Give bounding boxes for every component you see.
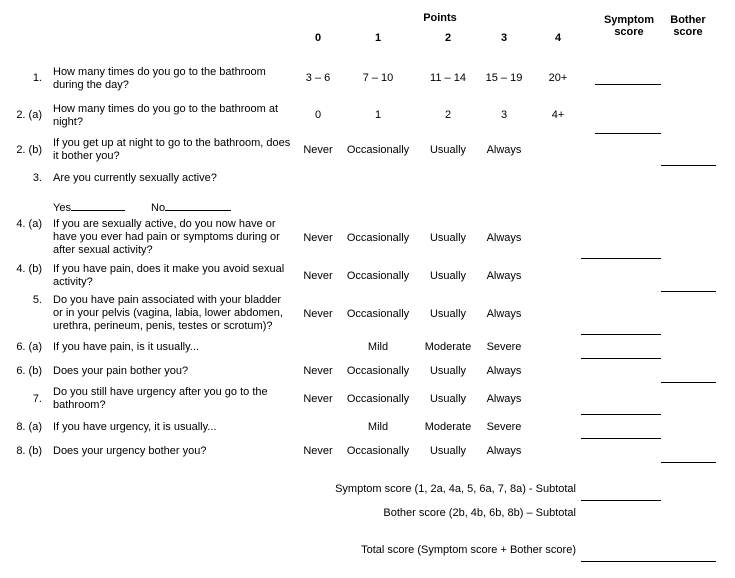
option-2[interactable]: Usually	[429, 232, 467, 244]
option-2[interactable]: 11 – 14	[430, 72, 466, 84]
option-3[interactable]: Always	[486, 365, 522, 377]
question-text: If you have urgency, it is usually...	[53, 421, 217, 433]
question-number: 2. (a)	[16, 109, 42, 121]
symptom-subtotal-blank[interactable]	[581, 500, 661, 501]
option-2[interactable]: Usually	[429, 308, 467, 320]
point-col-0: 0	[314, 32, 322, 44]
option-0[interactable]: Never	[303, 232, 333, 244]
question-text: If you have pain, is it usually...	[53, 341, 199, 353]
total-score-blank[interactable]	[581, 561, 716, 562]
question-number: 8. (b)	[16, 445, 42, 457]
option-2[interactable]: 2	[444, 109, 452, 121]
option-1[interactable]: Mild	[367, 421, 389, 433]
question-number: 4. (a)	[16, 218, 42, 230]
question-text: Does your urgency bother you?	[53, 445, 207, 457]
bother-score-blank[interactable]	[661, 291, 716, 292]
bother-score-blank[interactable]	[661, 165, 716, 166]
option-2[interactable]: Usually	[429, 393, 467, 405]
question-text: How many times do you go to the bathroom at night?	[53, 103, 279, 128]
option-0[interactable]: 3 – 6	[305, 72, 331, 84]
question-text: If you get up at night to go to the bathroom, does it bother you?	[53, 137, 291, 162]
question-number: 6. (b)	[16, 365, 42, 377]
question-text: If you have pain, does it make you avoid sexual activity?	[53, 263, 285, 288]
option-0[interactable]: Never	[303, 365, 333, 377]
option-1[interactable]: Occasionally	[346, 232, 410, 244]
option-2[interactable]: Usually	[429, 270, 467, 282]
option-3[interactable]: 15 – 19	[485, 72, 523, 84]
option-0[interactable]: Never	[303, 445, 333, 457]
symptom-subtotal-label: Symptom score (1, 2a, 4a, 5, 6a, 7, 8a) - Subtotal	[335, 483, 576, 495]
symptom-score-blank[interactable]	[581, 258, 661, 259]
symptom-score-blank[interactable]	[581, 334, 661, 335]
yes-label: Yes	[53, 202, 71, 214]
point-col-4: 4	[554, 32, 562, 44]
no-blank[interactable]	[165, 200, 231, 211]
yes-field[interactable]	[53, 200, 125, 214]
symptom-score-blank[interactable]	[595, 84, 661, 85]
question-text: Does your pain bother you?	[53, 365, 189, 377]
question-number: 2. (b)	[16, 144, 42, 156]
bother-score-header-line1: Bother	[670, 14, 706, 26]
bother-score-header-line2: score	[673, 26, 703, 38]
option-1[interactable]: 7 – 10	[362, 72, 394, 84]
option-1[interactable]: Occasionally	[346, 445, 410, 457]
option-2[interactable]: Moderate	[424, 421, 472, 433]
option-3[interactable]: Always	[486, 144, 522, 156]
yes-blank[interactable]	[71, 200, 125, 211]
option-1[interactable]: Occasionally	[346, 393, 410, 405]
question-number: 4. (b)	[16, 263, 42, 275]
question-number: 7.	[32, 393, 42, 405]
question-text: How many times do you go to the bathroom during the day?	[53, 66, 266, 91]
question-text: Are you currently sexually active?	[53, 172, 217, 184]
total-score-label: Total score (Symptom score + Bother score)	[361, 544, 576, 556]
point-col-1: 1	[374, 32, 382, 44]
option-3[interactable]: Always	[486, 308, 522, 320]
symptom-score-blank[interactable]	[595, 133, 661, 134]
question-number: 5.	[32, 294, 42, 306]
option-0[interactable]: Never	[303, 393, 333, 405]
question-number: 6. (a)	[16, 341, 42, 353]
option-0[interactable]: 0	[314, 109, 322, 121]
question-text: Do you have pain associated with your bladder or in your pelvis (vagina, labia, lower abdomen, urethra, perineum, penis, testes or scrotum)?	[53, 294, 283, 332]
option-2[interactable]: Usually	[429, 144, 467, 156]
option-1[interactable]: Occasionally	[346, 270, 410, 282]
option-3[interactable]: Always	[486, 393, 522, 405]
option-2[interactable]: Moderate	[424, 341, 472, 353]
no-field[interactable]	[151, 200, 231, 214]
option-1[interactable]: Mild	[367, 341, 389, 353]
option-0[interactable]: Never	[303, 144, 333, 156]
option-2[interactable]: Usually	[429, 365, 467, 377]
question-text: Do you still have urgency after you go to the bathroom?	[53, 386, 268, 411]
option-1[interactable]: Occasionally	[346, 144, 410, 156]
bother-score-header	[660, 14, 716, 38]
bother-score-blank[interactable]	[661, 462, 716, 463]
option-1[interactable]: 1	[374, 109, 382, 121]
option-4[interactable]: 4+	[551, 109, 565, 121]
symptom-score-blank[interactable]	[581, 358, 661, 359]
option-2[interactable]: Usually	[429, 445, 467, 457]
option-3[interactable]: Always	[486, 445, 522, 457]
question-number: 8. (a)	[16, 421, 42, 433]
option-3[interactable]: 3	[500, 109, 508, 121]
points-header: Points	[423, 12, 457, 24]
symptom-score-header-line2: score	[614, 26, 644, 38]
option-3[interactable]: Severe	[486, 421, 522, 433]
symptom-score-blank[interactable]	[581, 414, 661, 415]
point-col-3: 3	[500, 32, 508, 44]
option-0[interactable]: Never	[303, 308, 333, 320]
option-3[interactable]: Severe	[486, 341, 522, 353]
question-number: 3.	[32, 172, 42, 184]
no-label: No	[151, 202, 166, 214]
symptom-score-header	[593, 14, 665, 38]
point-col-2: 2	[444, 32, 452, 44]
bother-score-blank[interactable]	[661, 382, 716, 383]
question-text: If you are sexually active, do you now have or have you ever had pain or symptoms during or after sexual activity?	[53, 218, 280, 256]
question-number: 1.	[32, 72, 42, 84]
symptom-score-blank[interactable]	[581, 438, 661, 439]
option-3[interactable]: Always	[486, 270, 522, 282]
option-4[interactable]: 20+	[548, 72, 568, 84]
symptom-score-header-line1: Symptom	[603, 14, 655, 26]
option-1[interactable]: Occasionally	[346, 365, 410, 377]
option-0[interactable]: Never	[303, 270, 333, 282]
bother-subtotal-label: Bother score (2b, 4b, 6b, 8b) – Subtotal	[383, 507, 576, 519]
option-3[interactable]: Always	[486, 232, 522, 244]
option-1[interactable]: Occasionally	[346, 308, 410, 320]
